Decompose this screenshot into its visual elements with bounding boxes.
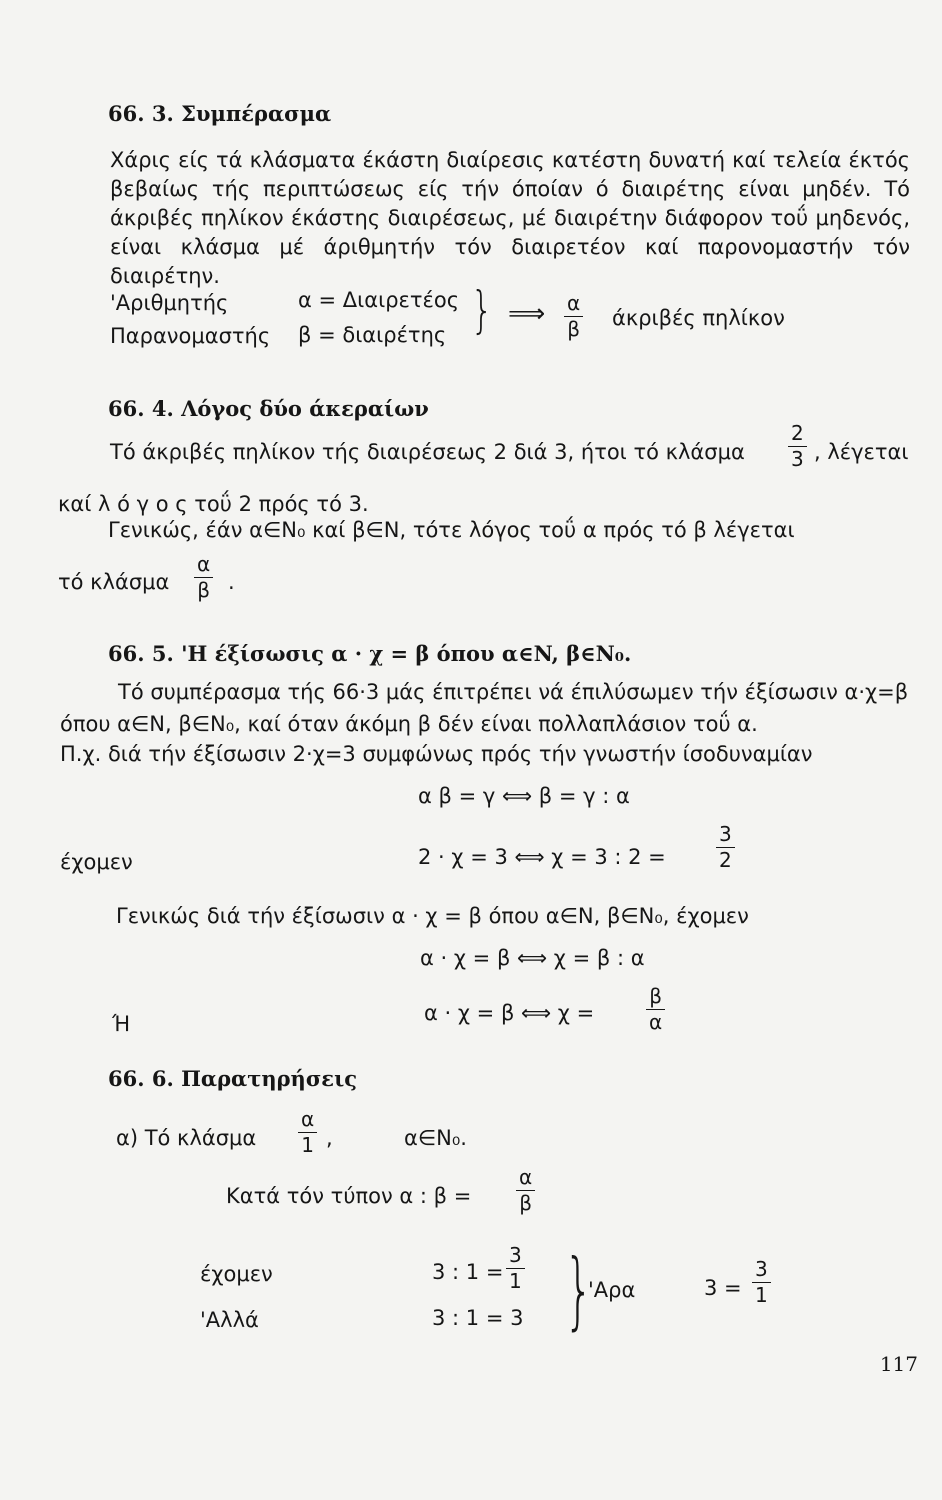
- fraction-denominator: β: [197, 578, 210, 602]
- section-66-3-paragraph: Χάρις είς τά κλάσματα έκάστη διαίρεσις κατέστη δυνατή καί τελεία έκτός βεβαίως τής περιπτώσεως είς τήν όποίαν ό διαιρέτης είναι μηδέν. Τό άκριβές πηλίκον έκάστης διαιρέσεως, μέ διαιρέτην διάφορον τοΰ μηδενός, είναι κλάσμα μέ άριθμητήν τόν διαιρετέον καί παρονομαστήν τόν διαιρέτην.: [110, 148, 910, 288]
- numerator-equation: α = Διαιρετέος: [298, 288, 460, 312]
- section-66-4-line1-end: , λέγεται: [814, 440, 909, 464]
- alla-label: 'Αλλά: [200, 1308, 259, 1332]
- implies-arrow: ⟹: [508, 299, 546, 329]
- section-66-4-line1: Τό άκριβές πηλίκον τής διαιρέσεως 2 διά 3, ήτοι τό κλάσμα: [110, 440, 745, 464]
- fraction-denominator: 3: [791, 447, 804, 471]
- section-66-6-heading: 66. 6. Παρατηρήσεις: [108, 1066, 358, 1091]
- equivalence-3: α · χ = β ⟺ χ = β : α: [420, 946, 645, 970]
- denominator-equation: β = διαιρέτης: [298, 323, 447, 347]
- fraction-denominator: 1: [509, 1269, 522, 1293]
- equation-3-div-1: 3 : 1 =: [432, 1260, 504, 1284]
- section-66-4-heading: 66. 4. Λόγος δύο άκεραίων: [108, 396, 429, 421]
- quotient-fraction: [564, 292, 583, 341]
- fraction-numerator: α: [301, 1107, 315, 1131]
- fraction-denominator: α: [649, 1010, 663, 1034]
- echomen-label: έχομεν: [60, 850, 133, 874]
- remark-a-condition: α∈N₀.: [404, 1126, 467, 1150]
- remark-a-label: α) Τό κλάσμα: [116, 1126, 257, 1150]
- fraction-alpha-beta-2: [516, 1166, 535, 1215]
- denominator-label: Παρανομαστής: [110, 324, 271, 348]
- fraction-alpha-1: [298, 1108, 317, 1157]
- fraction-numerator: 3: [509, 1243, 522, 1267]
- fraction-denominator: β: [567, 317, 580, 341]
- echomen-label-2: έχομεν: [200, 1262, 273, 1286]
- section-66-4-line2: καί λ ό γ ο ς τοΰ 2 πρός τό 3.: [58, 492, 369, 516]
- or-label: Ή: [112, 1012, 131, 1036]
- section-66-5-line4: Γενικώς διά τήν έξίσωσιν α · χ = β όπου α∈N, β∈N₀, έχομεν: [116, 904, 749, 928]
- section-66-3-heading: 66. 3. Συμπέρασμα: [108, 101, 332, 126]
- fraction-numerator: 2: [791, 421, 804, 445]
- equivalence-1: α β = γ ⟺ β = γ : α: [418, 784, 630, 808]
- ara-label: 'Αρα: [588, 1278, 636, 1302]
- fraction-denominator: β: [519, 1191, 532, 1215]
- exact-quotient-label: άκριβές πηλίκον: [612, 306, 785, 330]
- section-66-5-line3: Π.χ. διά τήν έξίσωσιν 2·χ=3 συμφώνως πρός τήν γνωστήν ίσοδυναμίαν: [60, 742, 813, 766]
- comma: ,: [326, 1126, 333, 1150]
- section-66-5-line1: Τό συμπέρασμα τής 66·3 μάς έπιτρέπει νά έπιλύσωμεν τήν έξίσωσιν α·χ=β: [118, 680, 909, 704]
- right-brace: }: [470, 281, 494, 339]
- section-66-4-line4: τό κλάσμα: [58, 570, 170, 594]
- section-66-5-heading: 66. 5. 'Η έξίσωσις α · χ = β όπου α∈N, β∈N₀.: [108, 641, 632, 666]
- period: .: [228, 570, 235, 594]
- fraction-3-1: [506, 1244, 525, 1293]
- fraction-beta-alpha: [646, 985, 665, 1034]
- equivalence-2: 2 · χ = 3 ⟺ χ = 3 : 2 =: [418, 845, 666, 869]
- fraction-2-3: [788, 422, 807, 471]
- type-formula: Κατά τόν τύπον α : β =: [226, 1184, 472, 1208]
- fraction-numerator: α: [567, 291, 581, 315]
- fraction-numerator: 3: [719, 822, 732, 846]
- fraction-denominator: 1: [301, 1133, 314, 1157]
- fraction-denominator: 1: [755, 1283, 768, 1307]
- fraction-numerator: α: [519, 1165, 533, 1189]
- ara-equation: 3 =: [704, 1276, 742, 1300]
- section-66-4-line3: Γενικώς, έάν α∈N₀ καί β∈N, τότε λόγος τοΰ α πρός τό β λέγεται: [108, 518, 795, 542]
- fraction-3-2: [716, 823, 735, 872]
- section-66-5-line2: όπου α∈N, β∈N₀, καί όταν άκόμη β δέν είναι πολλαπλάσιον τοΰ α.: [60, 712, 758, 736]
- right-brace-2: }: [564, 1241, 594, 1339]
- fraction-alpha-beta: [194, 553, 213, 602]
- equation-3-div-1-eq-3: 3 : 1 = 3: [432, 1306, 524, 1330]
- fraction-denominator: 2: [719, 848, 732, 872]
- fraction-numerator: α: [197, 552, 211, 576]
- equivalence-4: α · χ = β ⟺ χ =: [424, 1001, 595, 1025]
- fraction-numerator: β: [649, 984, 662, 1008]
- numerator-label: 'Αριθμητής: [110, 291, 229, 315]
- page-number: 117: [879, 1352, 918, 1376]
- fraction-numerator: 3: [755, 1257, 768, 1281]
- fraction-3-1-b: [752, 1258, 771, 1307]
